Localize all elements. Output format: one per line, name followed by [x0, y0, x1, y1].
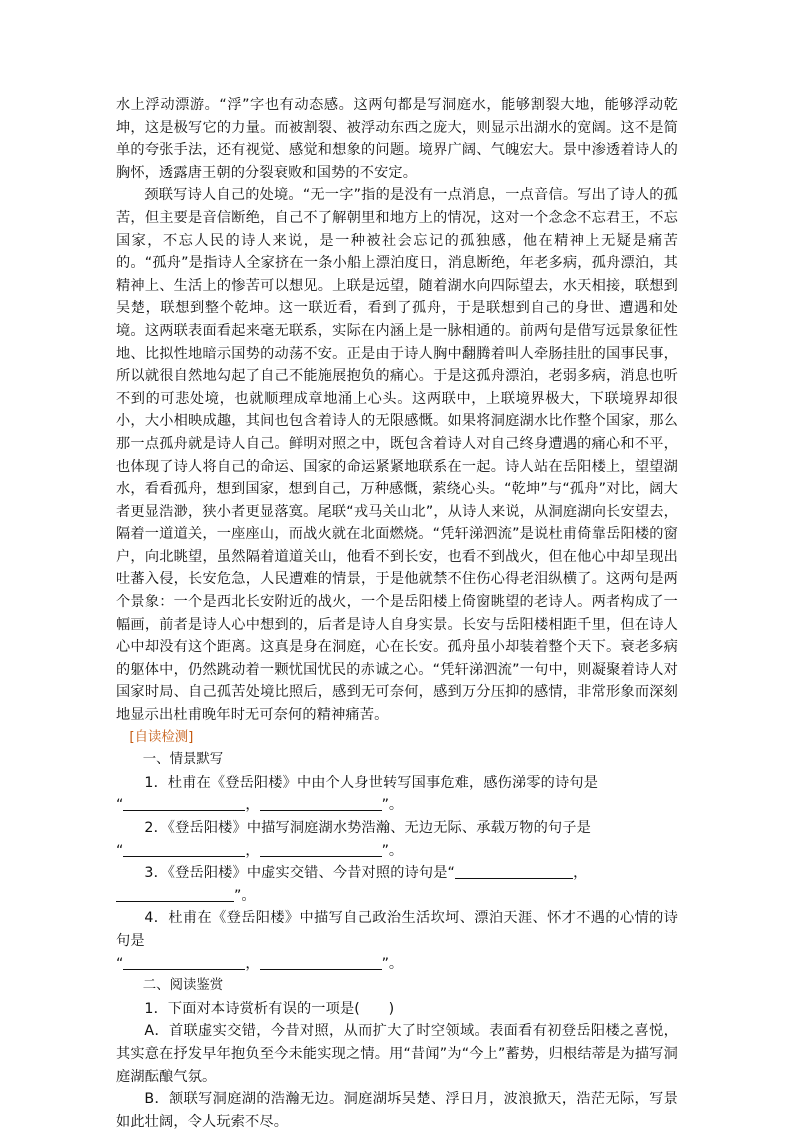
answer-line-4: “ ， ”。 [116, 955, 404, 972]
option-b: B．颔联写洞庭湖的浩瀚无边。洞庭湖坼吴楚、浮日月，波浪掀天，浩茫无际，写景如此壮阔，令人玩索不尽。 [116, 1091, 678, 1130]
document-page [116, 94, 678, 1133]
answer-line-1: “ ， ”。 [116, 797, 404, 814]
question-4: 4．杜甫在《登岳阳楼》中描写自己政治生活坎坷、漂泊天涯、怀才不遇的心情的诗句是 [116, 910, 678, 949]
paragraph-1: 水上浮动漂游。“浮”字也有动态感。这两句都是写洞庭水，能够割裂大地，能够浮动乾坤，这是极写它的力量。而被割裂、被浮动东西之庞大，则显示出湖水的宽阔。这不是简单的夸张手法，还有视觉、感觉和想象的问题。境界广阔、气魄宏大。景中渗透着诗人的胸怀，透露唐王朝的分裂衰败和国势的不安定。 [116, 97, 678, 181]
blank-field[interactable] [260, 955, 382, 970]
part1-heading: 一、情景默写 [142, 752, 224, 768]
blank-field[interactable] [116, 887, 234, 902]
answer-line-2: “ ， ”。 [116, 842, 404, 859]
question-1: 1．杜甫在《登岳阳楼》中由个人身世转写国事危难，感伤涕零的诗句是 [144, 774, 599, 791]
answer-line-3: ”。 [116, 885, 678, 908]
blank-field[interactable] [123, 955, 245, 970]
blank-field[interactable] [123, 842, 245, 857]
part2-heading: 二、阅读鉴赏 [142, 978, 224, 994]
option-a: A．首联虚实交错，今昔对照，从而扩大了时空领域。表面看有初登岳阳楼之喜悦，其实意在抒发早年抱负至今未能实现之情。用“昔闻”为“今上”蓄势，归根结蒂是为描写洞庭湖酝酿气氛。 [116, 1023, 678, 1085]
blank-field[interactable] [455, 864, 573, 879]
question-3: 3．《登岳阳楼》中虚实交错、今昔对照的诗句是“ ， [144, 865, 588, 882]
section-title: [自读检测] [129, 729, 194, 745]
reading-question-1: 1．下面对本诗赏析有误的一项是( ) [144, 1000, 395, 1017]
blank-field[interactable] [260, 842, 382, 857]
blank-field[interactable] [123, 796, 245, 811]
question-2: 2．《登岳阳楼》中描写洞庭湖水势浩瀚、无边无际、承载万物的句子是 [144, 820, 591, 836]
paragraph-2: 颈联写诗人自己的处境。“无一字”指的是没有一点消息，一点音信。写出了诗人的孤苦，但主要是音信断绝，自己不了解朝里和地方上的情况，这对一个念念不忘君王，不忘国家，不忘人民的诗人来说，是一种被社会忘记的孤独感，他在精神上无疑是痛苦的。“孤舟”是指诗人全家挤在一条小船上漂泊度日，消息断绝，年老多病，孤舟漂泊，其精神上、生活上的惨苦可以想见。上联是远望，随着湖水向四际望去，水天相接，联想到吴楚，联想到整个乾坤。这一联近看，看到了孤舟，于是联想到自己的身世、遭遇和处境。这两联表面看起来毫无联系，实际在内涵上是一脉相通的。前两句是借写远景象征性地、比拟性地暗示国势的动荡不安。正是由于诗人胸中翻腾着叫人牵肠挂肚的国事民事，所以就很自然地勾起了自己不能施展抱负的痛心。于是这孤舟漂泊，老弱多病，消息也听不到的可悲处境，也就顺理成章地涌上心头。这两联中，上联境界极大，下联境界却很小，大小相映成趣，其间也包含着诗人的无限感慨。如果将洞庭湖水比作整个国家，那么那一点孤舟就是诗人自己。鲜明对照之中，既包含着诗人对自己终身遭遇的痛心和不平，也体现了诗人将自己的命运、国家的命运紧紧地联系在一起。诗人站在岳阳楼上，望望湖水，看看孤舟，想到国家，想到自己，万种感慨，萦绕心头。“乾坤”与“孤舟”对比，阔大者更显浩渺，狭小者更显落寞。尾联“戎马关山北”，从诗人来说，从洞庭湖向长安望去，隔着一道道关，一座座山，而战火就在北面燃烧。“凭轩涕泗流”是说杜甫倚靠岳阳楼的窗户，向北眺望，虽然隔着道道关山，他看不到长安，也看不到战火，但在他心中却呈现出吐蕃入侵，长安危急，人民遭难的情景，于是他就禁不住伤心得老泪纵横了。这两句是两个景象：一个是西北长安附近的战火，一个是岳阳楼上倚窗眺望的老诗人。两者构成了一幅画，前者是诗人心中想到的，后者是诗人自身实景。长安与岳阳楼相距千里，但在诗人心中却没有这个距离。这真是身在洞庭，心在长安。孤舟虽小却装着整个天下。衰老多病的躯体中，仍然跳动着一颗忧国忧民的赤诚之心。“凭轩涕泗流”一句中，则凝聚着诗人对国家时局、自己孤苦处境比照后，感到无可奈何，感到万分压抑的感情，非常形象而深刻地显示出杜甫晚年时无可奈何的精神痛苦。 [116, 187, 678, 724]
blank-field[interactable] [260, 796, 382, 811]
